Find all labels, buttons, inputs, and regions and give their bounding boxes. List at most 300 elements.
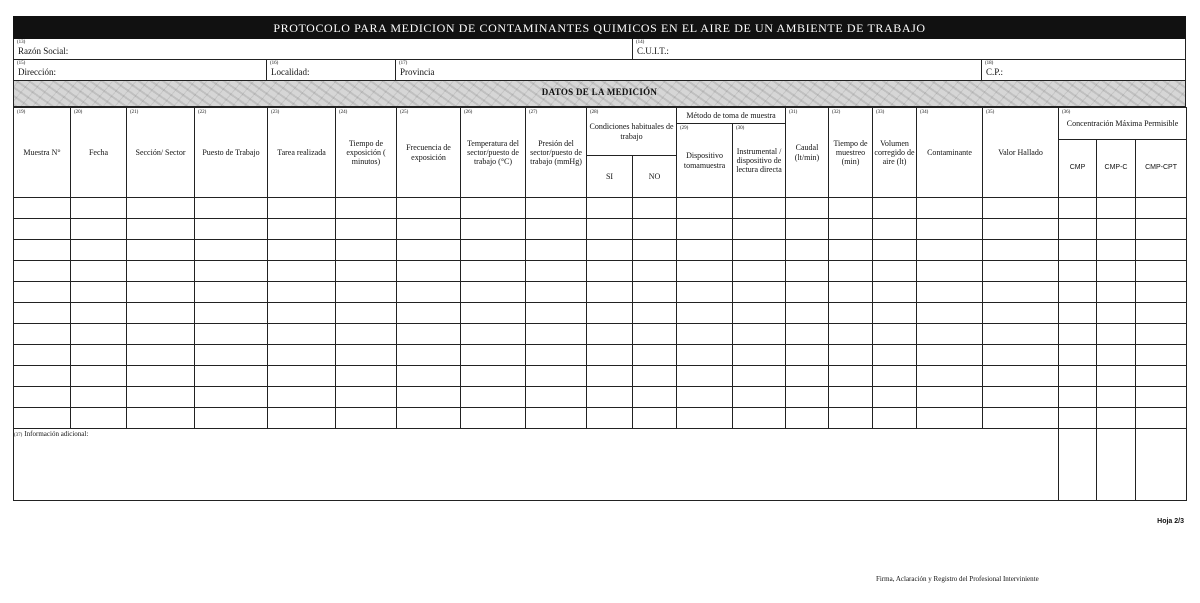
table-cell[interactable] bbox=[268, 198, 336, 219]
table-cell[interactable] bbox=[127, 219, 195, 240]
table-cell[interactable] bbox=[1136, 240, 1187, 261]
table-cell[interactable] bbox=[587, 387, 633, 408]
table-cell[interactable] bbox=[733, 345, 786, 366]
provincia-field[interactable] bbox=[396, 60, 982, 80]
table-cell[interactable] bbox=[461, 303, 526, 324]
table-cell[interactable] bbox=[526, 408, 587, 429]
table-cell[interactable] bbox=[587, 282, 633, 303]
col-muestra-label: Muestra N° bbox=[23, 147, 61, 157]
table-cell[interactable] bbox=[733, 261, 786, 282]
table-cell[interactable] bbox=[526, 219, 587, 240]
col-fecha bbox=[71, 108, 127, 198]
col-metodo-label: Método de toma de muestra bbox=[686, 110, 776, 120]
table-cell[interactable] bbox=[587, 219, 633, 240]
field-number: (36) bbox=[1062, 110, 1071, 115]
table-cell[interactable] bbox=[829, 261, 873, 282]
table-cell[interactable] bbox=[873, 303, 917, 324]
signature-label: Firma, Aclaración y Registro del Profesional Interviniente bbox=[876, 575, 1039, 583]
table-cell[interactable] bbox=[268, 303, 336, 324]
table-row bbox=[14, 408, 1187, 429]
table-cell[interactable] bbox=[1097, 366, 1136, 387]
table-cell[interactable] bbox=[587, 303, 633, 324]
col-fecha-label: Fecha bbox=[88, 147, 109, 157]
table-cell[interactable] bbox=[14, 324, 71, 345]
table-row bbox=[14, 303, 1187, 324]
table-cell[interactable] bbox=[983, 240, 1059, 261]
table-cell[interactable] bbox=[917, 324, 983, 345]
table-cell[interactable] bbox=[195, 240, 268, 261]
field-number: (24) bbox=[339, 110, 348, 115]
table-cell[interactable] bbox=[127, 324, 195, 345]
table-cell[interactable] bbox=[71, 303, 127, 324]
info-cmp-c-cell[interactable] bbox=[1097, 429, 1136, 501]
table-cell[interactable] bbox=[677, 408, 733, 429]
table-cell[interactable] bbox=[195, 261, 268, 282]
table-cell[interactable] bbox=[917, 240, 983, 261]
table-cell[interactable] bbox=[268, 387, 336, 408]
table-cell[interactable] bbox=[1136, 366, 1187, 387]
field-number: (20) bbox=[74, 110, 83, 115]
table-cell[interactable] bbox=[195, 387, 268, 408]
col-cmp bbox=[1059, 140, 1097, 198]
table-cell[interactable] bbox=[733, 366, 786, 387]
table-cell[interactable] bbox=[71, 219, 127, 240]
table-cell[interactable] bbox=[71, 198, 127, 219]
table-cell[interactable] bbox=[1136, 219, 1187, 240]
table-cell[interactable] bbox=[917, 303, 983, 324]
col-no-label: NO bbox=[648, 171, 661, 181]
table-cell[interactable] bbox=[195, 345, 268, 366]
table-cell[interactable] bbox=[1059, 324, 1097, 345]
table-cell[interactable] bbox=[1059, 345, 1097, 366]
table-cell[interactable] bbox=[397, 408, 461, 429]
table-cell[interactable] bbox=[127, 240, 195, 261]
field-number: (15) bbox=[17, 61, 26, 66]
table-cell[interactable] bbox=[733, 282, 786, 303]
table-cell[interactable] bbox=[336, 240, 397, 261]
table-cell[interactable] bbox=[461, 282, 526, 303]
table-cell[interactable] bbox=[336, 261, 397, 282]
table-cell[interactable] bbox=[786, 345, 829, 366]
table-cell[interactable] bbox=[733, 324, 786, 345]
field-number: (31) bbox=[789, 110, 798, 115]
table-cell[interactable] bbox=[633, 366, 677, 387]
field-number: (26) bbox=[464, 110, 473, 115]
cp-field[interactable] bbox=[982, 60, 1185, 80]
col-dispositivo bbox=[677, 124, 733, 198]
table-cell[interactable] bbox=[14, 345, 71, 366]
table-cell[interactable] bbox=[1136, 303, 1187, 324]
table-cell[interactable] bbox=[336, 198, 397, 219]
table-cell[interactable] bbox=[397, 198, 461, 219]
table-cell[interactable] bbox=[397, 240, 461, 261]
table-cell[interactable] bbox=[633, 282, 677, 303]
table-cell[interactable] bbox=[195, 366, 268, 387]
table-cell[interactable] bbox=[71, 261, 127, 282]
table-cell[interactable] bbox=[917, 366, 983, 387]
table-cell[interactable] bbox=[917, 198, 983, 219]
table-cell[interactable] bbox=[71, 345, 127, 366]
table-cell[interactable] bbox=[268, 282, 336, 303]
table-cell[interactable] bbox=[461, 261, 526, 282]
table-cell[interactable] bbox=[677, 282, 733, 303]
table-cell[interactable] bbox=[873, 345, 917, 366]
table-cell[interactable] bbox=[829, 240, 873, 261]
table-cell[interactable] bbox=[127, 261, 195, 282]
col-cmp-label: CMP bbox=[1069, 164, 1086, 172]
table-cell[interactable] bbox=[829, 198, 873, 219]
table-cell[interactable] bbox=[268, 240, 336, 261]
col-cmp-c-label: CMP-C bbox=[1104, 164, 1128, 172]
direccion-field[interactable] bbox=[14, 60, 267, 80]
table-cell[interactable] bbox=[786, 303, 829, 324]
table-cell[interactable] bbox=[633, 219, 677, 240]
table-cell[interactable] bbox=[677, 198, 733, 219]
table-cell[interactable] bbox=[917, 282, 983, 303]
table-cell[interactable] bbox=[336, 408, 397, 429]
table-cell[interactable] bbox=[1136, 261, 1187, 282]
table-cell[interactable] bbox=[1059, 408, 1097, 429]
table-cell[interactable] bbox=[1059, 366, 1097, 387]
table-cell[interactable] bbox=[461, 219, 526, 240]
table-cell[interactable] bbox=[336, 282, 397, 303]
table-cell[interactable] bbox=[268, 366, 336, 387]
table-cell[interactable] bbox=[71, 387, 127, 408]
table-cell[interactable] bbox=[526, 324, 587, 345]
table-cell[interactable] bbox=[587, 261, 633, 282]
col-temperatura bbox=[461, 108, 526, 198]
table-cell[interactable] bbox=[526, 387, 587, 408]
field-number: (28) bbox=[590, 110, 599, 115]
table-cell[interactable] bbox=[1097, 261, 1136, 282]
table-cell[interactable] bbox=[786, 282, 829, 303]
table-cell[interactable] bbox=[983, 387, 1059, 408]
table-cell[interactable] bbox=[526, 261, 587, 282]
table-cell[interactable] bbox=[526, 366, 587, 387]
table-cell[interactable] bbox=[983, 219, 1059, 240]
table-cell[interactable] bbox=[268, 324, 336, 345]
table-cell[interactable] bbox=[786, 324, 829, 345]
table-cell[interactable] bbox=[336, 219, 397, 240]
table-cell[interactable] bbox=[873, 219, 917, 240]
table-cell[interactable] bbox=[983, 324, 1059, 345]
table-cell[interactable] bbox=[397, 324, 461, 345]
table-cell[interactable] bbox=[587, 345, 633, 366]
field-number: (33) bbox=[876, 110, 885, 115]
col-condiciones bbox=[587, 108, 677, 156]
table-cell[interactable] bbox=[983, 303, 1059, 324]
table-cell[interactable] bbox=[733, 408, 786, 429]
table-cell[interactable] bbox=[127, 387, 195, 408]
table-cell[interactable] bbox=[1097, 408, 1136, 429]
table-cell[interactable] bbox=[1059, 240, 1097, 261]
table-cell[interactable] bbox=[633, 303, 677, 324]
table-cell[interactable] bbox=[677, 366, 733, 387]
table-cell[interactable] bbox=[268, 408, 336, 429]
table-cell[interactable] bbox=[14, 219, 71, 240]
info-field[interactable] bbox=[14, 429, 1059, 501]
table-row bbox=[14, 387, 1187, 408]
table-cell[interactable] bbox=[633, 240, 677, 261]
table-cell[interactable] bbox=[786, 219, 829, 240]
table-cell[interactable] bbox=[677, 387, 733, 408]
table-cell[interactable] bbox=[127, 303, 195, 324]
table-cell[interactable] bbox=[873, 282, 917, 303]
table-cell[interactable] bbox=[1097, 198, 1136, 219]
table-cell[interactable] bbox=[526, 198, 587, 219]
table-cell[interactable] bbox=[71, 282, 127, 303]
table-cell[interactable] bbox=[336, 345, 397, 366]
table-cell[interactable] bbox=[397, 303, 461, 324]
table-cell[interactable] bbox=[461, 345, 526, 366]
table-cell[interactable] bbox=[983, 198, 1059, 219]
table-cell[interactable] bbox=[983, 408, 1059, 429]
table-cell[interactable] bbox=[14, 282, 71, 303]
table-cell[interactable] bbox=[677, 345, 733, 366]
table-cell[interactable] bbox=[526, 303, 587, 324]
table-cell[interactable] bbox=[14, 240, 71, 261]
col-presion bbox=[526, 108, 587, 198]
table-cell[interactable] bbox=[983, 261, 1059, 282]
field-number: (18) bbox=[985, 61, 994, 66]
table-cell[interactable] bbox=[733, 387, 786, 408]
table-cell[interactable] bbox=[587, 366, 633, 387]
field-number: (21) bbox=[130, 110, 139, 115]
col-tiempo-exposicion bbox=[336, 108, 397, 198]
table-cell[interactable] bbox=[786, 408, 829, 429]
table-cell[interactable] bbox=[786, 198, 829, 219]
localidad-field[interactable] bbox=[267, 60, 396, 80]
measurement-table bbox=[13, 107, 1187, 501]
table-cell[interactable] bbox=[1059, 219, 1097, 240]
table-cell[interactable] bbox=[1059, 261, 1097, 282]
table-cell[interactable] bbox=[71, 408, 127, 429]
table-cell[interactable] bbox=[268, 261, 336, 282]
table-cell[interactable] bbox=[917, 219, 983, 240]
col-instrumental bbox=[733, 124, 786, 198]
table-cell[interactable] bbox=[268, 219, 336, 240]
col-contaminante bbox=[917, 108, 983, 198]
field-number: (32) bbox=[832, 110, 841, 115]
table-cell[interactable] bbox=[1136, 324, 1187, 345]
table-cell[interactable] bbox=[127, 282, 195, 303]
table-cell[interactable] bbox=[1097, 282, 1136, 303]
field-number: (23) bbox=[271, 110, 280, 115]
table-cell[interactable] bbox=[195, 219, 268, 240]
col-seccion-label: Sección/ Sector bbox=[135, 147, 186, 157]
table-cell[interactable] bbox=[1136, 282, 1187, 303]
table-cell[interactable] bbox=[587, 240, 633, 261]
col-metodo bbox=[677, 108, 786, 124]
field-number: (29) bbox=[680, 126, 689, 131]
razon-social-field[interactable] bbox=[14, 39, 633, 59]
table-cell[interactable] bbox=[71, 366, 127, 387]
table-cell[interactable] bbox=[786, 366, 829, 387]
col-presion-label: Presión del sector/puesto de trabajo (mmHg) bbox=[530, 138, 582, 167]
table-cell[interactable] bbox=[1097, 240, 1136, 261]
table-cell[interactable] bbox=[1136, 198, 1187, 219]
table-cell[interactable] bbox=[1097, 219, 1136, 240]
table-cell[interactable] bbox=[633, 387, 677, 408]
table-cell[interactable] bbox=[829, 303, 873, 324]
table-cell[interactable] bbox=[733, 303, 786, 324]
table-cell[interactable] bbox=[1136, 345, 1187, 366]
table-cell[interactable] bbox=[917, 408, 983, 429]
table-cell[interactable] bbox=[829, 408, 873, 429]
table-cell[interactable] bbox=[733, 240, 786, 261]
table-cell[interactable] bbox=[1059, 282, 1097, 303]
table-cell[interactable] bbox=[397, 261, 461, 282]
table-cell[interactable] bbox=[829, 219, 873, 240]
table-cell[interactable] bbox=[1136, 408, 1187, 429]
field-number: (30) bbox=[736, 126, 745, 131]
table-cell[interactable] bbox=[14, 303, 71, 324]
table-cell[interactable] bbox=[461, 240, 526, 261]
table-cell[interactable] bbox=[733, 198, 786, 219]
table-cell[interactable] bbox=[526, 345, 587, 366]
table-cell[interactable] bbox=[677, 303, 733, 324]
table-cell[interactable] bbox=[786, 387, 829, 408]
table-cell[interactable] bbox=[127, 198, 195, 219]
col-puesto-label: Puesto de Trabajo bbox=[202, 147, 260, 157]
section-title: DATOS DE LA MEDICIÓN bbox=[541, 87, 658, 97]
localidad-label: Localidad: bbox=[271, 67, 310, 77]
cuit-field[interactable] bbox=[633, 39, 1185, 59]
table-cell[interactable] bbox=[14, 198, 71, 219]
table-cell[interactable] bbox=[633, 345, 677, 366]
table-cell[interactable] bbox=[127, 345, 195, 366]
col-cmp-cpt bbox=[1136, 140, 1187, 198]
table-cell[interactable] bbox=[829, 324, 873, 345]
table-cell[interactable] bbox=[195, 408, 268, 429]
table-cell[interactable] bbox=[195, 324, 268, 345]
table-cell[interactable] bbox=[336, 387, 397, 408]
table-cell[interactable] bbox=[587, 324, 633, 345]
col-contaminante-label: Contaminante bbox=[927, 147, 972, 157]
table-cell[interactable] bbox=[336, 324, 397, 345]
table-cell[interactable] bbox=[983, 366, 1059, 387]
col-cmp-c bbox=[1097, 140, 1136, 198]
info-cmp-cpt-cell[interactable] bbox=[1136, 429, 1187, 501]
info-cmp-cell[interactable] bbox=[1059, 429, 1097, 501]
table-cell[interactable] bbox=[1059, 198, 1097, 219]
table-cell[interactable] bbox=[461, 366, 526, 387]
table-cell[interactable] bbox=[195, 303, 268, 324]
table-cell[interactable] bbox=[1097, 345, 1136, 366]
table-cell[interactable] bbox=[1097, 324, 1136, 345]
table-cell[interactable] bbox=[917, 261, 983, 282]
table-cell[interactable] bbox=[14, 261, 71, 282]
table-cell[interactable] bbox=[733, 219, 786, 240]
table-cell[interactable] bbox=[1136, 387, 1187, 408]
col-muestra bbox=[14, 108, 71, 198]
table-cell[interactable] bbox=[1097, 303, 1136, 324]
table-cell[interactable] bbox=[677, 261, 733, 282]
table-cell[interactable] bbox=[336, 303, 397, 324]
table-cell[interactable] bbox=[829, 387, 873, 408]
table-cell[interactable] bbox=[71, 324, 127, 345]
col-tiempo-muestreo-label: Tiempo de muestreo (min) bbox=[833, 138, 868, 167]
table-cell[interactable] bbox=[1097, 387, 1136, 408]
table-cell[interactable] bbox=[127, 408, 195, 429]
table-cell[interactable] bbox=[917, 345, 983, 366]
table-cell[interactable] bbox=[873, 198, 917, 219]
table-cell[interactable] bbox=[873, 408, 917, 429]
table-cell[interactable] bbox=[397, 387, 461, 408]
table-cell[interactable] bbox=[461, 324, 526, 345]
table-cell[interactable] bbox=[633, 324, 677, 345]
table-cell[interactable] bbox=[677, 324, 733, 345]
table-row bbox=[14, 261, 1187, 282]
field-number: (17) bbox=[399, 61, 408, 66]
col-tarea-label: Tarea realizada bbox=[277, 147, 326, 157]
table-cell[interactable] bbox=[917, 387, 983, 408]
table-cell[interactable] bbox=[461, 387, 526, 408]
table-cell[interactable] bbox=[829, 366, 873, 387]
table-cell[interactable] bbox=[786, 240, 829, 261]
table-cell[interactable] bbox=[829, 345, 873, 366]
table-cell[interactable] bbox=[397, 219, 461, 240]
table-cell[interactable] bbox=[786, 261, 829, 282]
table-cell[interactable] bbox=[71, 240, 127, 261]
table-cell[interactable] bbox=[873, 366, 917, 387]
table-cell[interactable] bbox=[268, 345, 336, 366]
table-cell[interactable] bbox=[461, 198, 526, 219]
table-cell[interactable] bbox=[1059, 387, 1097, 408]
table-cell[interactable] bbox=[397, 282, 461, 303]
table-cell[interactable] bbox=[873, 240, 917, 261]
table-cell[interactable] bbox=[336, 366, 397, 387]
table-cell[interactable] bbox=[461, 408, 526, 429]
table-cell[interactable] bbox=[526, 240, 587, 261]
table-cell[interactable] bbox=[633, 198, 677, 219]
table-cell[interactable] bbox=[873, 387, 917, 408]
table-cell[interactable] bbox=[633, 408, 677, 429]
table-cell[interactable] bbox=[983, 345, 1059, 366]
table-cell[interactable] bbox=[127, 366, 195, 387]
table-row bbox=[14, 198, 1187, 219]
table-cell[interactable] bbox=[14, 387, 71, 408]
table-cell[interactable] bbox=[633, 261, 677, 282]
table-cell[interactable] bbox=[397, 345, 461, 366]
table-cell[interactable] bbox=[587, 198, 633, 219]
cuit-label: C.U.I.T.: bbox=[637, 46, 669, 56]
field-number: (16) bbox=[270, 61, 279, 66]
table-cell[interactable] bbox=[873, 261, 917, 282]
section-band bbox=[13, 81, 1186, 107]
table-cell[interactable] bbox=[195, 282, 268, 303]
table-cell[interactable] bbox=[829, 282, 873, 303]
table-cell[interactable] bbox=[14, 408, 71, 429]
table-cell[interactable] bbox=[983, 282, 1059, 303]
table-cell[interactable] bbox=[526, 282, 587, 303]
table-cell[interactable] bbox=[677, 240, 733, 261]
field-number: (13) bbox=[17, 40, 26, 45]
table-cell[interactable] bbox=[1059, 303, 1097, 324]
table-cell[interactable] bbox=[397, 366, 461, 387]
col-volumen bbox=[873, 108, 917, 198]
table-cell[interactable] bbox=[587, 408, 633, 429]
direccion-label: Dirección: bbox=[18, 67, 56, 77]
form-title: PROTOCOLO PARA MEDICION DE CONTAMINANTES QUIMICOS EN EL AIRE DE UN AMBIENTE DE TRABAJO bbox=[13, 16, 1186, 39]
table-cell[interactable] bbox=[14, 366, 71, 387]
provincia-label: Provincia bbox=[400, 67, 435, 77]
table-cell[interactable] bbox=[873, 324, 917, 345]
field-number: (19) bbox=[17, 110, 26, 115]
table-cell[interactable] bbox=[195, 198, 268, 219]
table-cell[interactable] bbox=[677, 219, 733, 240]
col-instrumental-label: Instrumental / dispositivo de lectura directa bbox=[736, 146, 782, 175]
